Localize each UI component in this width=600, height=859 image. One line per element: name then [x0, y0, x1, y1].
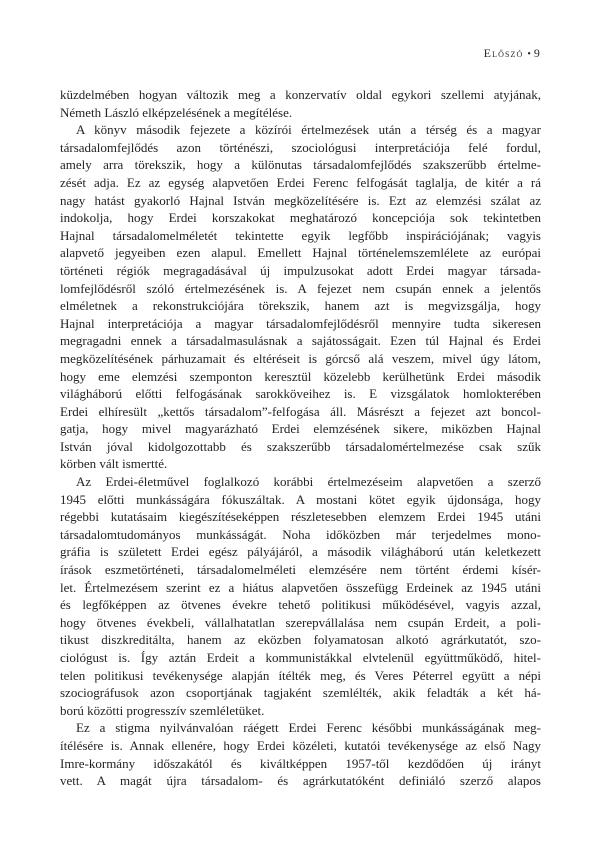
text-line: Hajnal interpretációja a magyar társadalomfejlődésről mennyire tudta sikeresen: [60, 315, 541, 331]
text-line: küzdelmében hogyan változik meg a konzervatív oldal egykori szellemi atyjának,: [60, 87, 541, 102]
text-line: megragadni ennek a társadalmasulásnak a sajátosságait. Ezen túl Hajnal és Erdei: [60, 333, 541, 349]
text-line: lomfejlődésről szóló értelmezésének is. A fejezet nem csupán ennek a jelentős: [60, 280, 541, 296]
text-line: vett. A magát újra társadalom- és agrárkutatóként definiáló szerző alapos: [60, 773, 541, 789]
page-header: [60, 46, 541, 62]
text-line: világháború előtti felfogásának sarokköveihez is. E vizsgálatok homlokterében: [60, 386, 541, 402]
text-line: nagy hatást gyakorló Hajnal István megközelítésére is. Ezt az elemzési szálat az: [60, 192, 541, 208]
text-line: tikust diszkreditálta, hanem az eközben folyamatosan alkotó agrárkutatót, szo-: [60, 632, 541, 648]
text-line: és legfőképpen az ötvenes évekre tehető politikusi működésével, vagyis azzal,: [60, 597, 541, 613]
text-line: gráfia is született Erdei egész pályájáról, a második világháború után keletkezett: [60, 544, 541, 560]
text-line: Németh László elképzelésének a megítélése.: [60, 104, 293, 120]
text-line: hogy eme elemzési szemponton keresztül közelebb kerülhetünk Erdei második: [60, 368, 541, 384]
text-line: Az Erdei-életművel foglalkozó korábbi értelmezéseim alapvetően a szerző: [76, 474, 541, 490]
text-line: 1945 előtti munkásságára fókuszáltak. A mostani kötet egyik újdonsága, hogy: [60, 491, 541, 507]
text-line: A könyv második fejezete a közírói értelmezések után a térség és a magyar: [76, 122, 541, 138]
text-line: Hajnal társadalomelméletét tekintette egyik legfőbb inspirációjának; vagyis: [60, 227, 541, 243]
header-section-title: Előszó: [483, 46, 524, 60]
text-line: szociográfusok azon csoportjának tagjaként szemlélték, akik feladták a két há-: [60, 685, 541, 701]
text-line: elméletnek a rekonstrukciójára törekszik, hanem azt is megvizsgálja, hogy: [60, 298, 541, 314]
text-line: Imre-kormány időszakától és kiváltképpen 1957-től kezdődően új irányt: [60, 755, 541, 771]
text-line: Ez a stigma nyilvánvalóan ráégett Erdei Ferenc későbbi munkásságának meg-: [76, 720, 541, 736]
text-line: régebbi kutatásaim kiegészítéseképpen részletesebben elemzem Erdei 1945 utáni: [60, 509, 541, 525]
text-line: telen politikusi tevékenysége alapján ítélték meg, és Veres Péterrel együtt a népi: [60, 667, 541, 683]
text-line: alapvető jegyeiben ezen alapul. Emellett Hajnal történelemszemlélete az európai: [60, 245, 541, 261]
text-line: ítélésére is. Annak ellenére, hogy Erdei közéleti, kutatói tevékenysége az első Nagy: [60, 737, 541, 753]
text-line: megközelítésének párhuzamait és eltéréseit is górcső alá veszem, mivel úgy látom,: [60, 350, 541, 366]
text-line: ciológust is. Így aztán Erdeit a kommunistákkal elvtelenül együttműködő, hitel-: [60, 650, 541, 665]
page-body: [60, 86, 541, 790]
text-line: let. Értelmezésem szerint ez a hiátus alapvetően összefügg Erdeinek az 1945 utáni: [60, 579, 541, 595]
page-number: 9: [533, 46, 541, 60]
text-line: hogy ötvenes évekbeli, vállalhatatlan szerepvállalása nem csupán Erdeit, a poli-: [60, 614, 541, 630]
text-line: írások eszmetörténeti, társadalomelméleti elemzésére nem történt érdemi kísér-: [60, 562, 541, 578]
text-line: ború közötti progresszív szemléletüket.: [60, 702, 265, 718]
text-line: társadalomfejlődés azon történészi, szociológusi interpretációja felé fordul,: [60, 139, 541, 155]
text-line: társadalomtudományos munkásságát. Noha időközben már terjedelmes mono-: [60, 526, 541, 542]
text-line: Erdei elhíresült „kettős társadalom”-felfogása áll. Másrészt a fejezet azt boncol-: [60, 403, 541, 419]
text-line: amely arra törekszik, hogy a különutas társadalomfejlődés szakszerűbb értelme-: [60, 157, 541, 173]
text-line: István jóval kidolgozottabb és szakszerűbb társadalomértelmezése csak szűk: [60, 438, 541, 454]
header-separator-dot: •: [527, 49, 531, 60]
text-line: zését adja. Ez az egység alapvetően Erdei Ferenc felfogását taglalja, de kitér a rá: [60, 174, 541, 190]
text-line: körben vált ismertté.: [60, 456, 168, 472]
text-line: történeti régiók megragadásával új impulzusokat adott Erdei magyar társada-: [60, 262, 541, 278]
text-line: indokolja, hogy Erdei korszakokat meghatározó koncepciója sok tekintetben: [60, 210, 541, 226]
text-line: gatja, hogy mivel magyarázható Erdei elemzésének sikere, miközben Hajnal: [60, 421, 541, 437]
